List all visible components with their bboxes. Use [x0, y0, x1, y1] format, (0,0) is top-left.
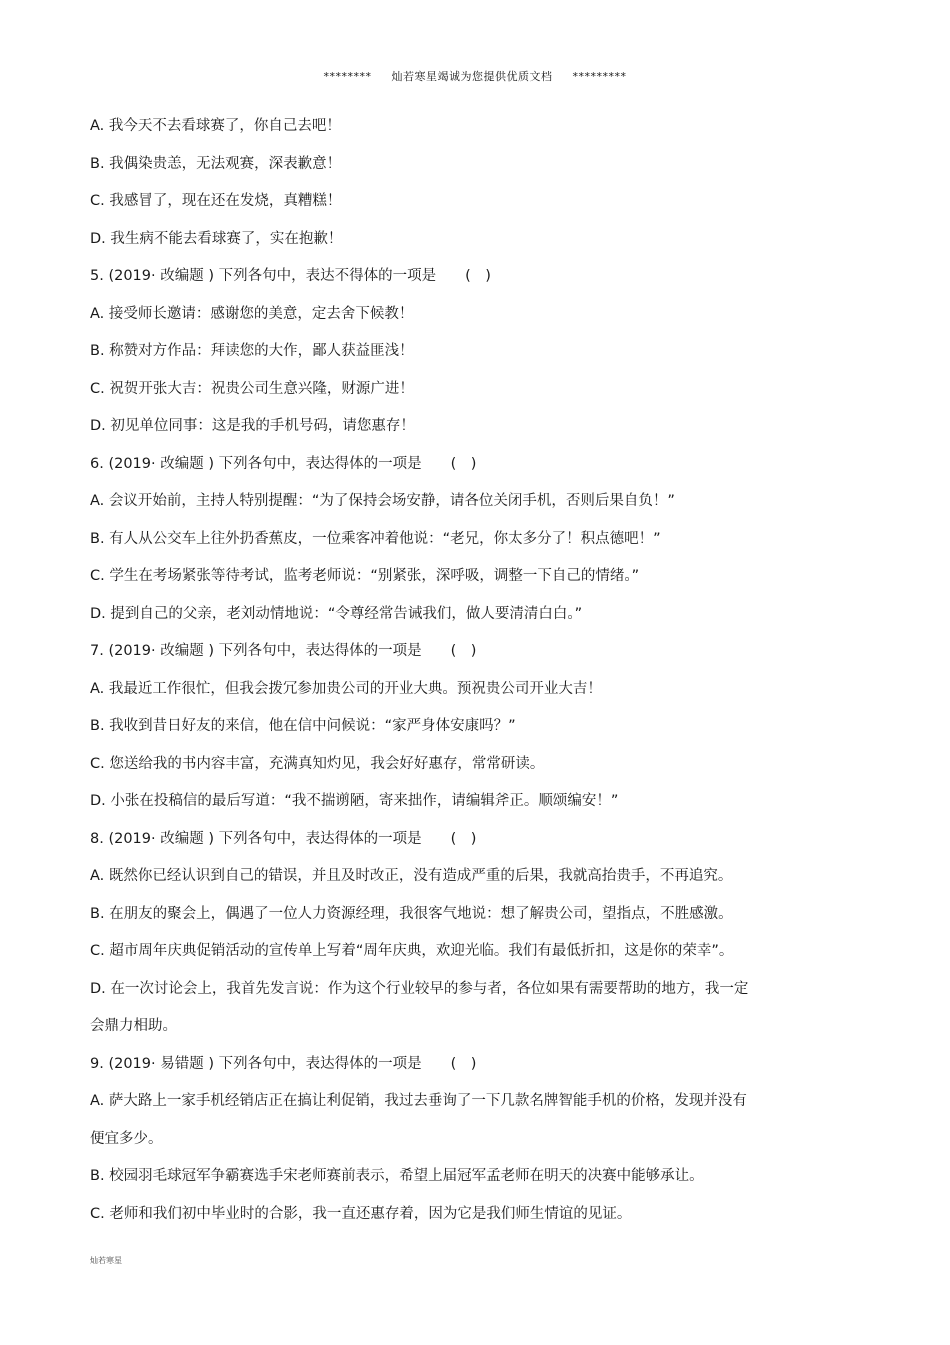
text-line: C. 我感冒了，现在还在发烧，真糟糕！	[90, 193, 342, 209]
text-line: C. 老师和我们初中毕业时的合影，我一直还惠存着，因为它是我们师生情谊的见证。	[90, 1205, 632, 1222]
text-line: C. 祝贺开张大吉：祝贵公司生意兴隆，财源广进！	[90, 380, 414, 397]
header-left-stars: ********	[323, 70, 372, 83]
text-line: D. 提到自己的父亲，老刘动情地说：“令尊经常告诫我们，做人要清清白白。”	[90, 605, 583, 622]
text-line: B. 我收到昔日好友的来信，他在信中问候说：“家严身体安康吗？”	[90, 718, 516, 734]
text-line: B. 在朋友的聚会上，偶遇了一位人力资源经理，我很客气地说：想了解贵公司，望指点，不胜感激。	[90, 905, 733, 922]
text-line: 会鼎力相助。	[90, 1018, 177, 1034]
text-line: B. 我偶染贵恙，无法观赛，深表歉意！	[90, 155, 342, 172]
text-line: A. 既然你已经认识到自己的错误，并且及时改正，没有造成严重的后果，我就高抬贵手，不再追究。	[90, 868, 733, 884]
question-line: 5. (2019· 改编题 ) 下列各句中，表达不得体的一项是 ( )	[90, 268, 491, 284]
text-line: C. 超市周年庆典促销活动的宣传单上写着“周年庆典，欢迎光临。我们有最低折扣，这是你的荣幸”。	[90, 943, 734, 959]
text-line: D. 我生病不能去看球赛了，实在抱歉！	[90, 230, 343, 247]
text-line: B. 校园羽毛球冠军争霸赛选手宋老师赛前表示，希望上届冠军孟老师在明天的决赛中能够承让。	[90, 1168, 704, 1184]
question-line: 6. (2019· 改编题 ) 下列各句中，表达得体的一项是 ( )	[90, 455, 477, 472]
text-line: C. 您送给我的书内容丰富，充满真知灼见，我会好好惠存，常常研读。	[90, 755, 545, 772]
question-line: 8. (2019· 改编题 ) 下列各句中，表达得体的一项是 ( )	[90, 830, 477, 847]
text-line: 便宜多少。	[90, 1130, 163, 1147]
text-line: D. 小张在投稿信的最后写道：“我不揣谫陋，寄来拙作，请编辑斧正。顺颂编安！”	[90, 793, 619, 809]
text-line: B. 称赞对方作品：拜读您的大作，鄙人获益匪浅！	[90, 343, 414, 359]
question-line: 7. (2019· 改编题 ) 下列各句中，表达得体的一项是 ( )	[90, 643, 477, 659]
page-footer: 灿若寒星	[90, 1256, 122, 1265]
header-title: 灿若寒星竭诚为您提供优质文档	[391, 70, 553, 83]
question-line: 9. (2019· 易错题 ) 下列各句中，表达得体的一项是 ( )	[90, 1055, 477, 1072]
text-line: B. 有人从公交车上往外扔香蕉皮，一位乘客冲着他说：“老兄，你太多分了！积点德吧！”	[90, 530, 661, 547]
text-line: A. 我今天不去看球赛了，你自己去吧！	[90, 118, 341, 134]
header-right-stars: *********	[572, 70, 627, 83]
text-line: D. 初见单位同事：这是我的手机号码，请您惠存！	[90, 418, 415, 434]
text-line: C. 学生在考场紧张等待考试，监考老师说：“别紧张，深呼吸，调整一下自己的情绪。”	[90, 568, 640, 584]
text-line: A. 萨大路上一家手机经销店正在搞让利促销，我过去垂询了一下几款名牌智能手机的价格，发现并没有	[90, 1093, 747, 1109]
text-line: A. 接受师长邀请：感谢您的美意，定去舍下候教！	[90, 305, 414, 322]
text-line: D. 在一次讨论会上，我首先发言说：作为这个行业较早的参与者，各位如果有需要帮助的地方，我一定	[90, 980, 749, 997]
page-header	[0, 68, 950, 84]
text-line: A. 会议开始前，主持人特别提醒：“为了保持会场安静，请各位关闭手机，否则后果自负！”	[90, 493, 675, 509]
document-body	[90, 108, 790, 1233]
text-line: A. 我最近工作很忙，但我会拨冗参加贵公司的开业大典。预祝贵公司开业大吉！	[90, 680, 602, 697]
